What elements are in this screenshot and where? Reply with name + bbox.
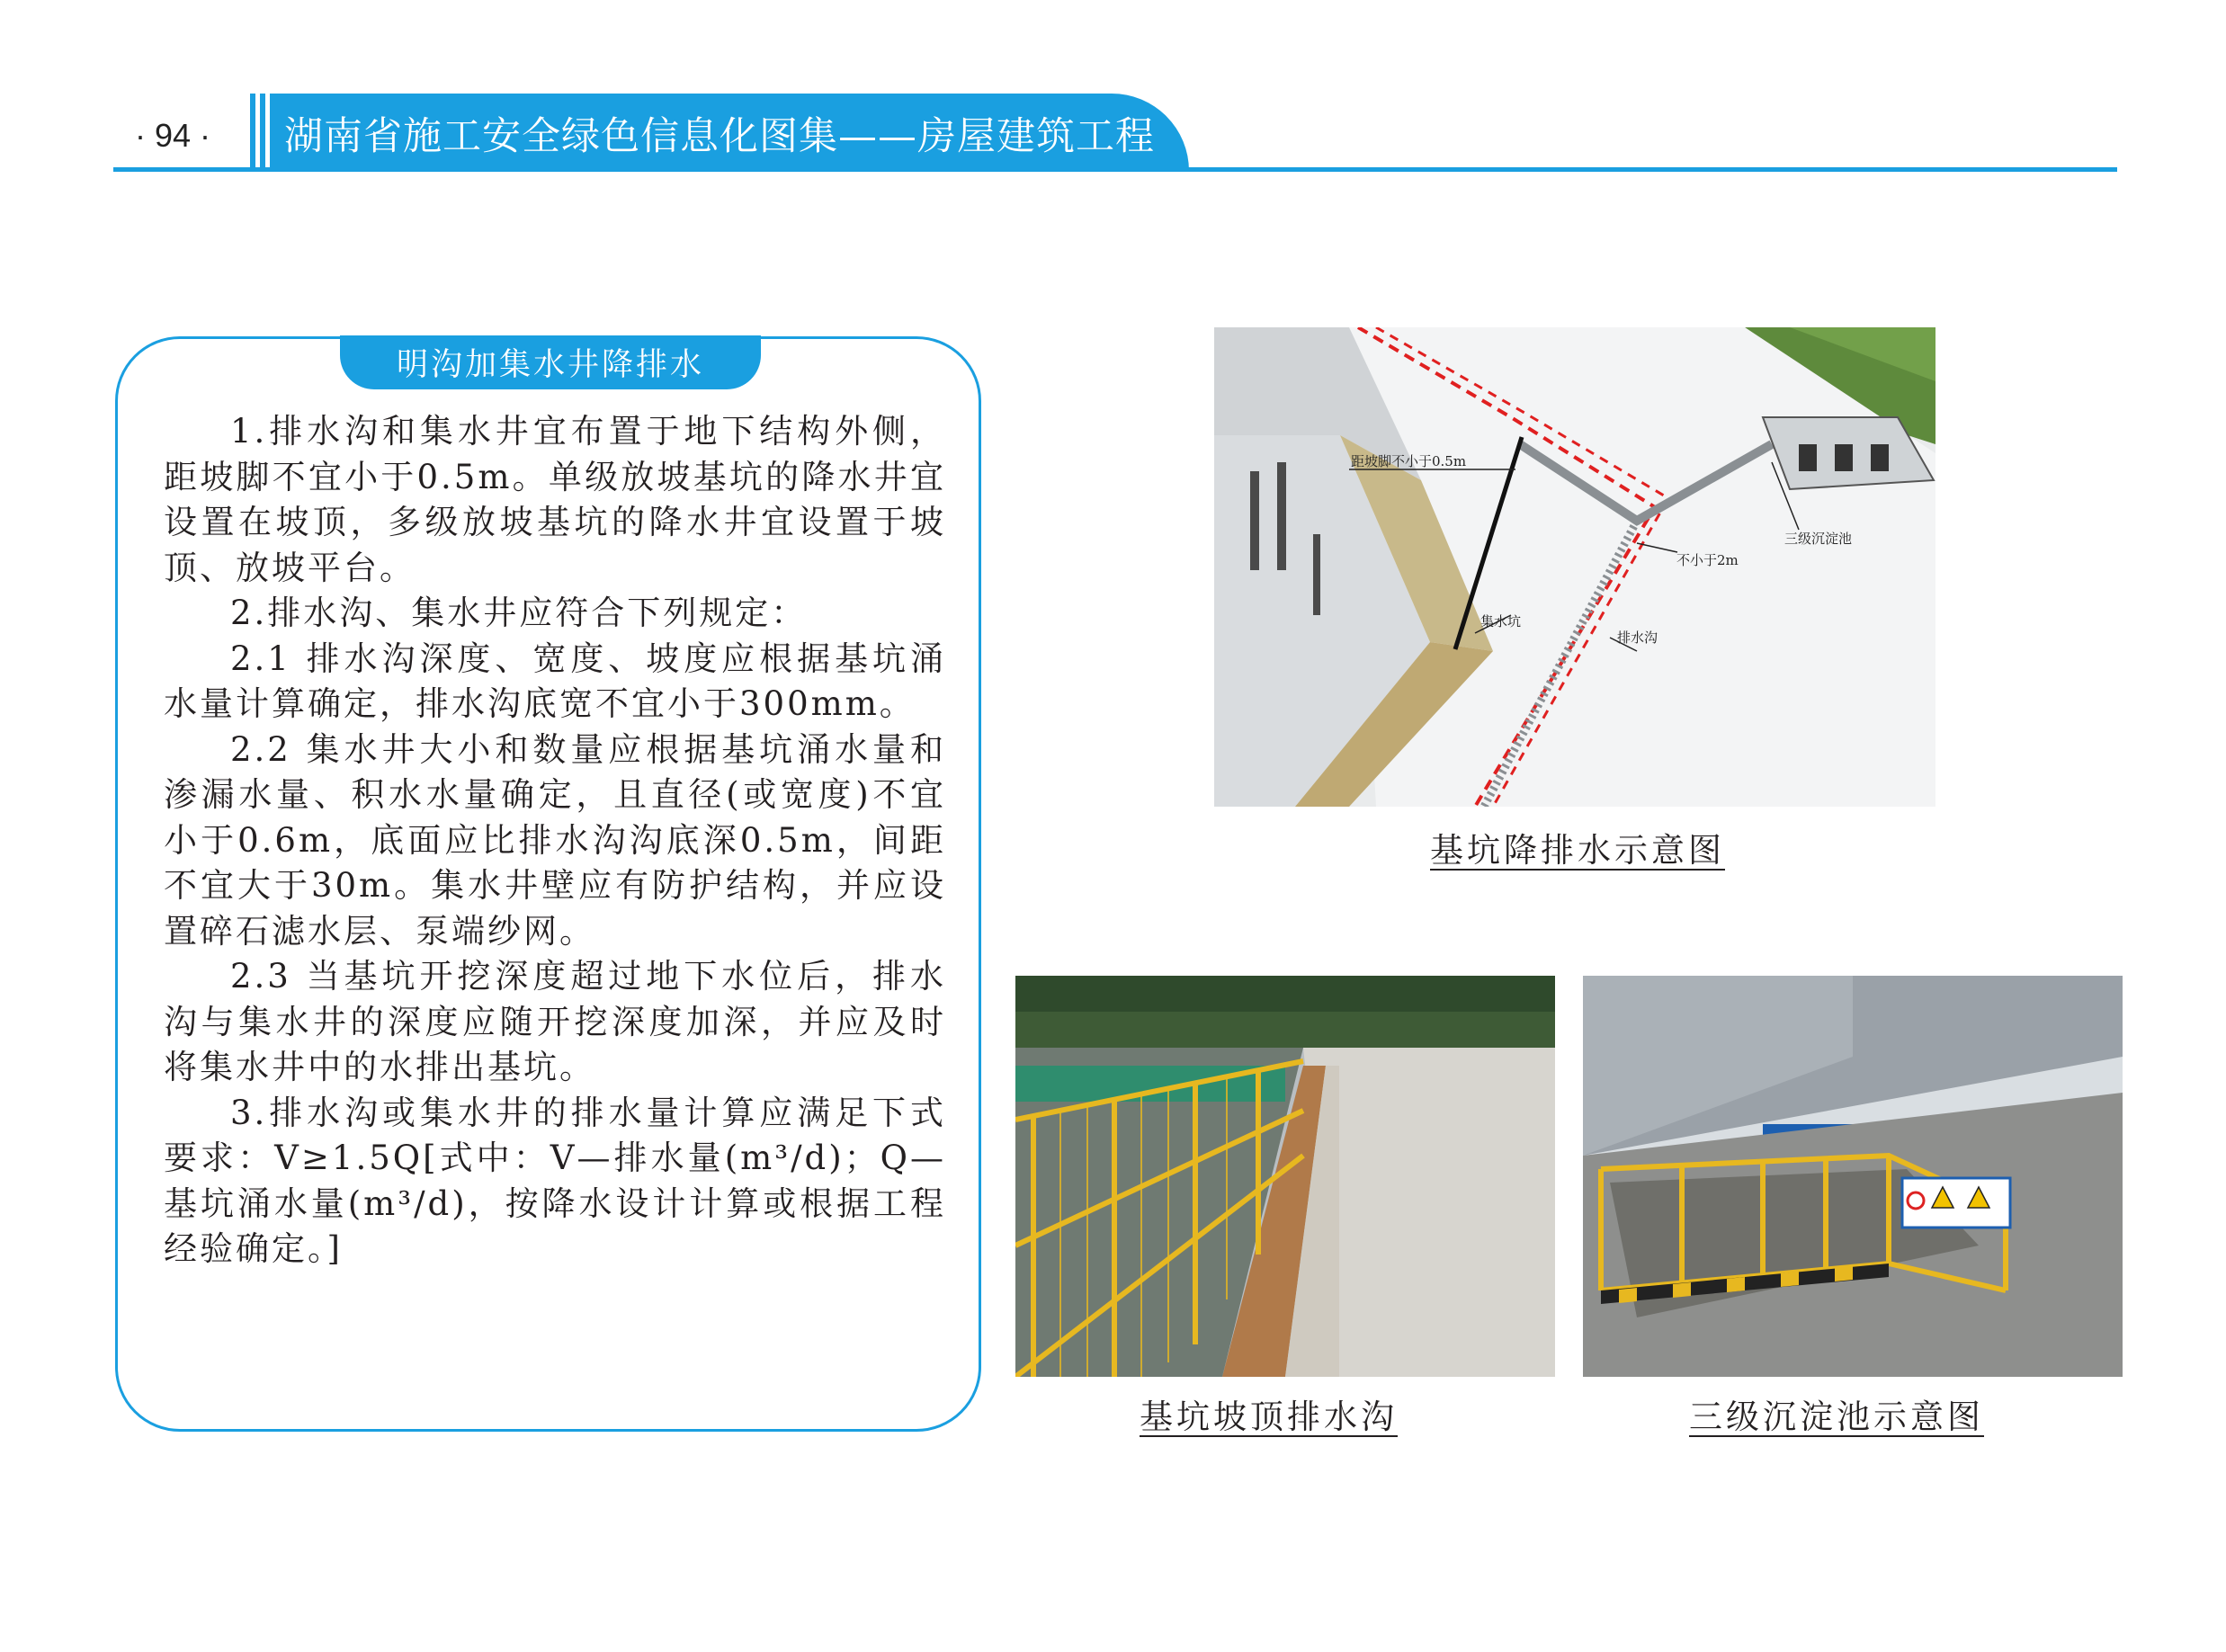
paragraph-2-1: 2.1 排水沟深度、宽度、坡度应根据基坑涌水量计算确定，排水沟底宽不宜小于300mm。 xyxy=(164,638,946,723)
page-number: · 94 · xyxy=(135,117,211,154)
diagram-image xyxy=(1214,327,1935,807)
panel-title-tab xyxy=(340,335,761,389)
paragraph-2-2: 2.2 集水井大小和数量应根据基坑涌水量和渗漏水量、积水水量确定，且直径(或宽度)不宜小于0.6m，底面应比排水沟沟底深0.5m，间距不宜大于30m。集水井壁应有防护结构，并应设置碎石滤水层、泵端纱网。 xyxy=(164,729,946,951)
paragraph-3: 3.排水沟或集水井的排水量计算应满足下式要求：V≥1.5Q[式中：V—排水量(m³/d)；Q—基坑涌水量(m³/d)，按降水设计计算或根据工程经验确定。] xyxy=(164,1093,946,1268)
diagram-label-drain: 排水沟 xyxy=(1617,630,1658,646)
diagram-label-slope-distance: 距坡脚不小于0.5m xyxy=(1351,453,1467,469)
header-rule xyxy=(113,167,2117,172)
diagram-label-sump: 集水坑 xyxy=(1480,613,1522,630)
drain-photo-caption: 基坑坡顶排水沟 xyxy=(1140,1398,1398,1436)
settling-tank-photo xyxy=(1583,976,2123,1377)
paragraph-2-3: 2.3 当基坑开挖深度超过地下水位后，排水沟与集水井的深度应随开挖深度加深，并应及时将集水井中的水排出基坑。 xyxy=(164,957,946,1086)
settling-tank-caption: 三级沉淀池示意图 xyxy=(1689,1398,1984,1436)
panel-body xyxy=(164,409,946,1272)
paragraph-1: 1.排水沟和集水井宜布置于地下结构外侧，距坡脚不宜小于0.5m。单级放坡基坑的降水井宜设置在坡顶，多级放坡基坑的降水井宜设置于坡顶、放坡平台。 xyxy=(164,412,946,587)
header-title: 湖南省施工安全绿色信息化图集——房屋建筑工程 xyxy=(284,114,1155,159)
drain-photo xyxy=(1015,976,1555,1377)
diagram-caption: 基坑降排水示意图 xyxy=(1430,831,1725,870)
paragraph-2: 2.排水沟、集水井应符合下列规定： xyxy=(230,594,808,632)
diagram-label-min-distance: 不小于2m xyxy=(1676,552,1739,568)
panel-title: 明沟加集水井降排水 xyxy=(396,347,704,383)
diagram-label-tank: 三级沉淀池 xyxy=(1784,531,1853,547)
